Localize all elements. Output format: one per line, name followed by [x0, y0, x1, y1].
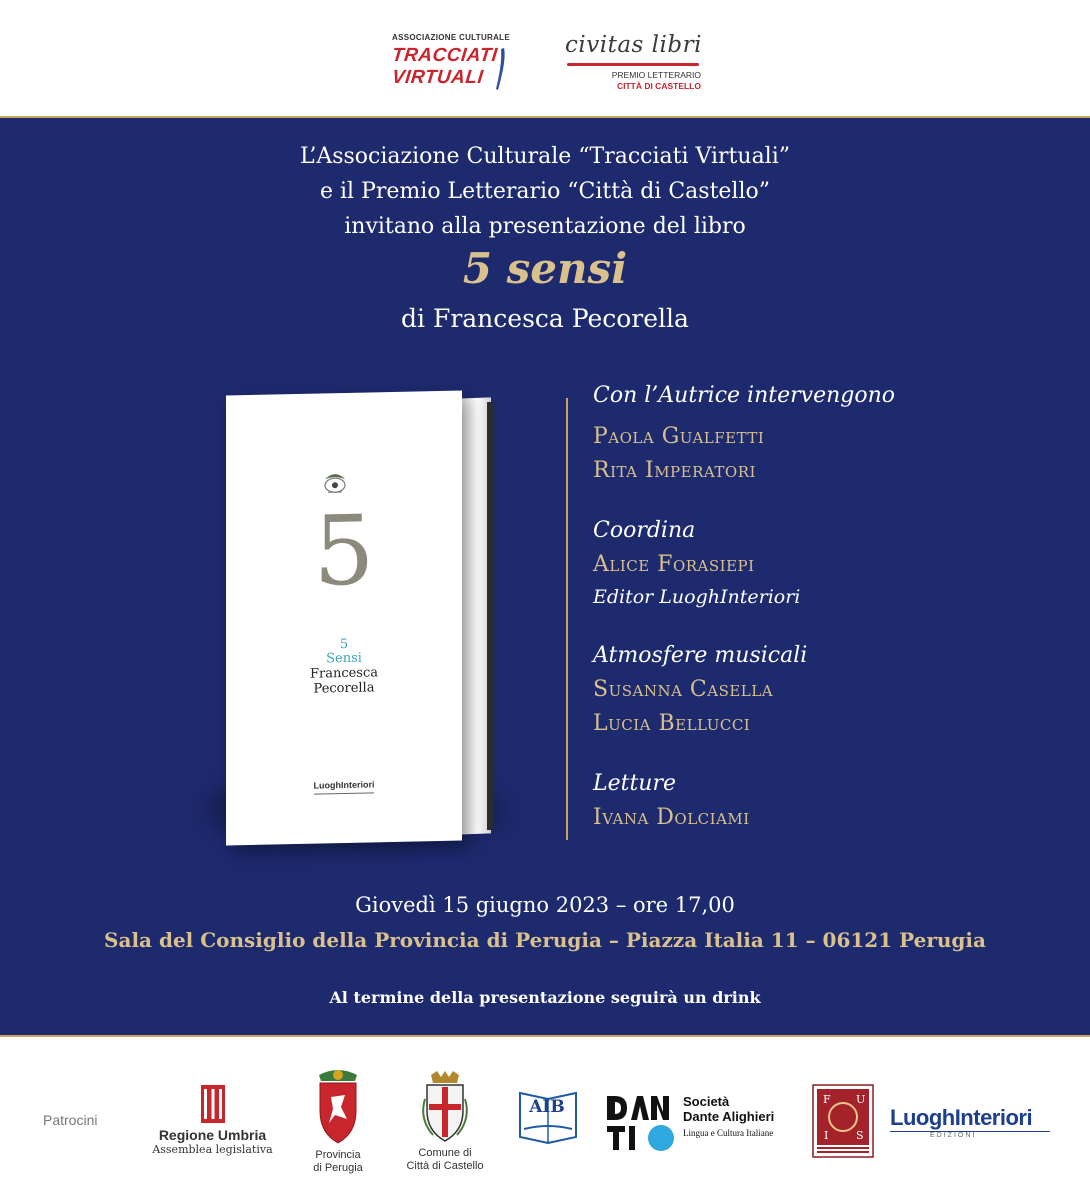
- fuis-logo: [810, 1083, 876, 1163]
- cover-publisher-rule: [314, 792, 374, 794]
- provincia-line1: Provincia: [315, 1149, 361, 1161]
- dante-line1: Società: [683, 1094, 730, 1109]
- book-cover-image: [226, 391, 462, 846]
- regione-title: Regione Umbria: [158, 1127, 267, 1143]
- regione-umbria-logo: [150, 1085, 275, 1156]
- intro-line-2: e il Premio Letterario “Città di Castello”: [320, 179, 770, 204]
- comune-line2: Città di Castello: [406, 1160, 484, 1172]
- dante-line2: Dante Alighieri: [683, 1109, 775, 1124]
- readings-label: Letture: [593, 771, 677, 796]
- patrocini-label: Patrocini: [43, 1112, 98, 1128]
- dante-sub: Lingua e Cultura Italiane: [683, 1128, 774, 1138]
- footer-sponsors: [0, 1037, 1090, 1199]
- civitas-logo-sub1: PREMIO LETTERARIO: [611, 70, 701, 80]
- musician-1: Susanna Casella: [593, 677, 774, 702]
- speakers-label: Con l’Autrice intervengono: [593, 383, 895, 408]
- cover-subtitle: Sensi: [326, 650, 362, 667]
- civitas-logo-sub2: CITTÀ DI CASTELLO: [616, 81, 701, 91]
- svg-text:U: U: [856, 1093, 866, 1106]
- top-gold-border: [0, 116, 1090, 118]
- book-author: di Francesca Pecorella: [401, 304, 689, 333]
- coordinator-role: Editor LuoghInteriori: [593, 586, 801, 608]
- provincia-line2: di Perugia: [313, 1162, 363, 1174]
- reader-name: Ivana Dolciami: [593, 805, 750, 830]
- header: [0, 0, 1090, 116]
- regione-umbria-emblem-icon: [201, 1085, 225, 1123]
- provincia-perugia-logo: [305, 1067, 371, 1175]
- cover-author-first: Francesca: [309, 665, 379, 682]
- intro-line-1: L’Associazione Culturale “Tracciati Virtuali”: [299, 144, 790, 169]
- aib-text: AIB: [529, 1097, 565, 1117]
- book-title: 5 sensi: [462, 244, 628, 293]
- cover-publisher: LuoghInteriori: [313, 779, 375, 791]
- event-note: Al termine della presentazione seguirà un drink: [329, 988, 761, 1007]
- event-date: Giovedì 15 giugno 2023 – ore 17,00: [355, 893, 735, 917]
- svg-text:I: I: [824, 1129, 829, 1142]
- brush-stroke-icon: [495, 47, 507, 91]
- coordinator-label: Coordina: [593, 518, 696, 543]
- fuis-emblem-icon: [811, 1083, 875, 1159]
- svg-text:F: F: [823, 1093, 831, 1106]
- event-venue: Sala del Consiglio della Provincia di Perugia – Piazza Italia 11 – 06121 Perugia: [104, 928, 986, 952]
- intro-line-3: invitano alla presentazione del libro: [344, 214, 746, 239]
- luogh-text: LuoghInteriori: [890, 1105, 1033, 1130]
- regione-sub: Assemblea legislativa: [152, 1143, 273, 1156]
- civitas-logo-bar: [567, 63, 699, 66]
- coordinator-name: Alice Forasiepi: [593, 552, 755, 577]
- cover-big-number: 5: [313, 494, 375, 608]
- music-label: Atmosfere musicali: [593, 643, 808, 668]
- cover-author-last: Pecorella: [313, 680, 375, 697]
- comune-castello-logo: [395, 1069, 495, 1173]
- musician-2: Lucia Bellucci: [593, 711, 751, 736]
- provincia-crest-icon: [311, 1067, 365, 1145]
- cover-small-number: 5: [339, 636, 349, 653]
- civitas-logo-title: civitas libri: [565, 32, 702, 58]
- comune-line1: Comune di: [418, 1147, 472, 1159]
- luoghinteriori-logo: [890, 1105, 1060, 1139]
- book-back-edge: [487, 402, 493, 830]
- tracciati-logo-small: ASSOCIAZIONE CULTURALE: [392, 33, 511, 42]
- svg-text:S: S: [856, 1129, 864, 1142]
- tracciati-virtuali-logo: [390, 33, 520, 93]
- speaker-1: Paola Gualfetti: [593, 424, 765, 449]
- tracciati-logo-line1: TRACCIATI: [390, 45, 499, 66]
- tracciati-logo-line2: VIRTUALI: [390, 67, 485, 88]
- aib-logo: [515, 1087, 581, 1149]
- dante-mark-icon: [605, 1092, 677, 1154]
- book-spine: [457, 397, 491, 834]
- civitas-libri-logo: [565, 32, 705, 94]
- program-divider: [566, 398, 568, 840]
- luogh-sub: EDIZIONI: [930, 1132, 977, 1139]
- speaker-2: Rita Imperatori: [593, 458, 756, 483]
- comune-crest-icon: [419, 1069, 471, 1143]
